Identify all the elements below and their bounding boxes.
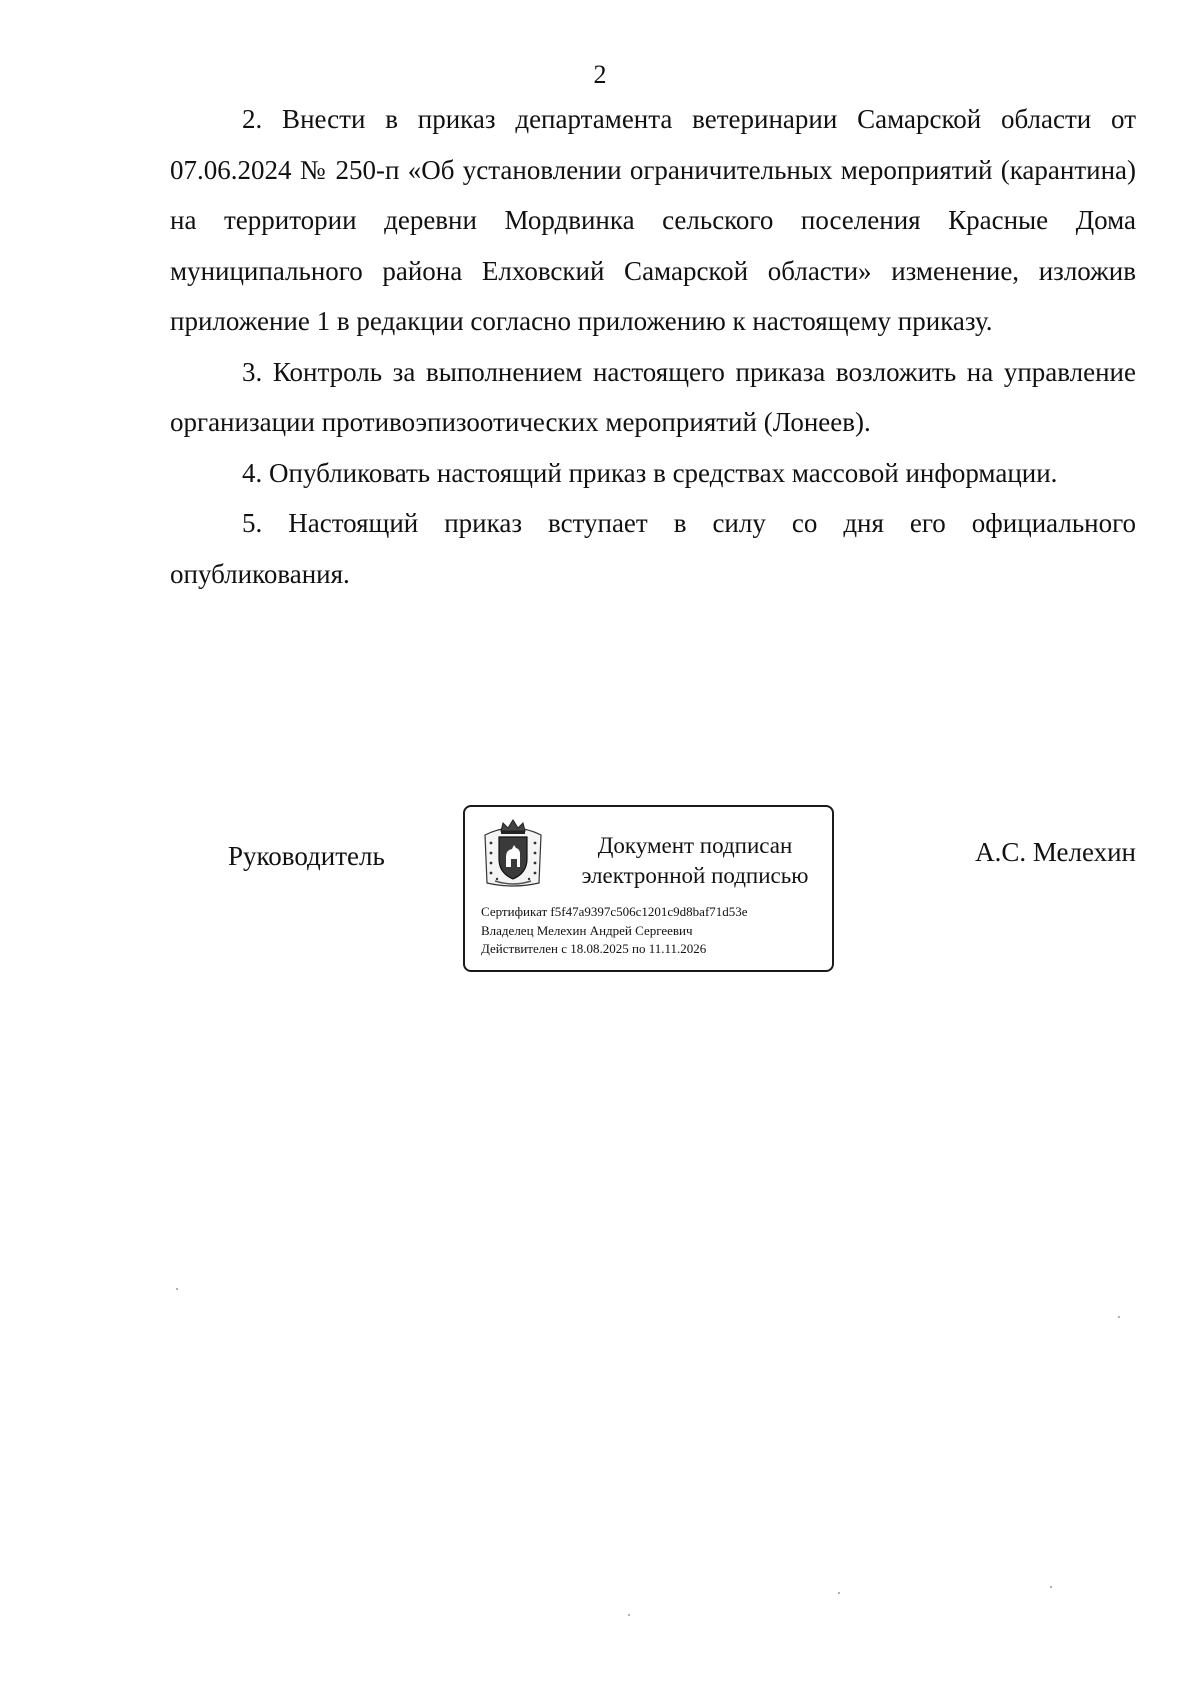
paragraph-2: 2. Внести в приказ департамента ветеринарии Самарской области от 07.06.2024 № 250-п «Об установлении ограничительных мероприятий (карантина) на территории деревни Мордвинка сельского поселения Красные Дома муниципального района Елховский Самарской области» изменение, изложив приложение 1 в редакции согласно приложению к настоящему приказу. xyxy=(170,104,1136,336)
coat-of-arms-icon xyxy=(481,817,545,889)
scan-speck xyxy=(838,1592,840,1594)
scan-speck xyxy=(1118,1316,1120,1318)
certificate-number: Сертификат f5f47a9397c506c1201c9d8baf71d53e xyxy=(481,904,748,919)
stamp-title-line-2: электронной подписью xyxy=(581,863,809,888)
signer-name: А.С. Мелехин xyxy=(975,837,1136,867)
stamp-title xyxy=(565,831,825,891)
certificate-owner: Владелец Мелехин Андрей Сергеевич xyxy=(481,922,693,938)
scan-speck xyxy=(176,1288,178,1290)
scan-speck xyxy=(628,1614,630,1616)
stamp-details xyxy=(481,903,826,959)
certificate-validity: Действителен с 18.08.2025 по 11.11.2026 xyxy=(481,941,707,956)
signature-block xyxy=(0,800,1200,980)
order-body xyxy=(170,94,1136,599)
electronic-signature-stamp xyxy=(463,805,834,972)
paragraph-5: 5. Настоящий приказ вступает в силу со дня его официального опубликования. xyxy=(170,508,1136,589)
page-number: 2 xyxy=(593,60,607,89)
stamp-title-line-1: Документ подписан xyxy=(597,833,793,858)
scan-speck xyxy=(1050,1586,1052,1588)
paragraph-3: 3. Контроль за выполнением настоящего приказа возложить на управление организации противоэпизоотических мероприятий (Лонеев). xyxy=(170,356,1136,437)
paragraph-4: 4. Опубликовать настоящий приказ в средствах массовой информации. xyxy=(242,457,1058,488)
signer-position: Руководитель xyxy=(228,841,385,871)
